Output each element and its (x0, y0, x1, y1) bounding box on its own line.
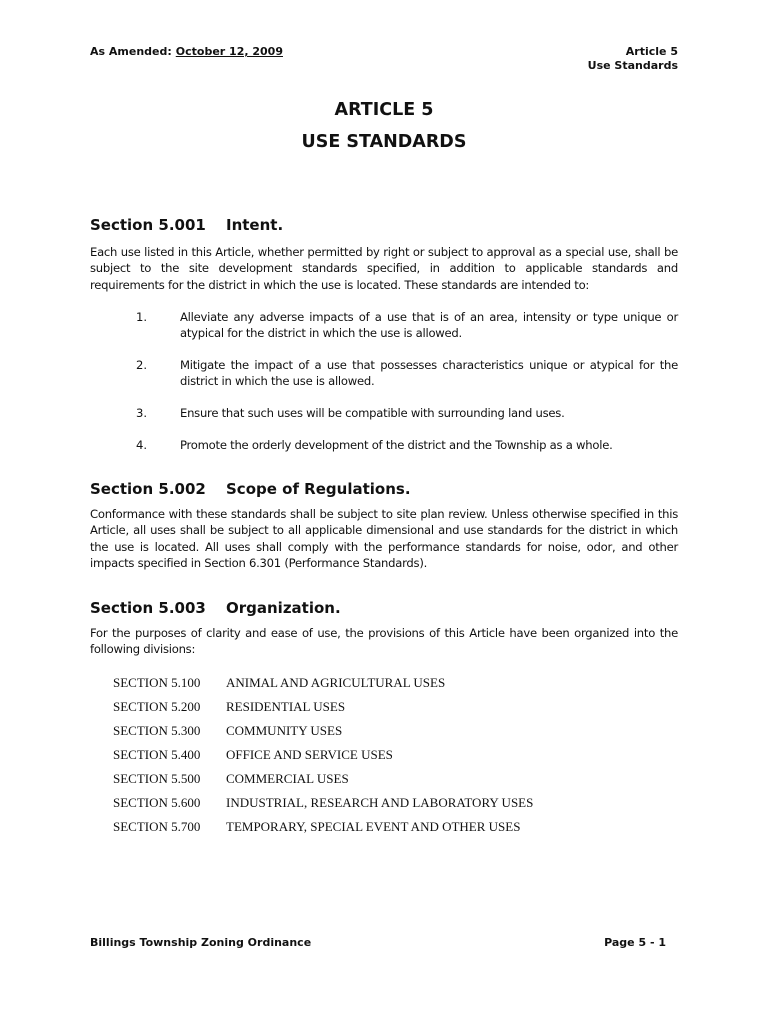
list-item-text: Ensure that such uses will be compatible with surrounding land uses. (180, 406, 565, 420)
division-row (113, 675, 445, 691)
section-number: Section 5.003 (90, 599, 206, 617)
section-number: Section 5.001 (90, 216, 206, 234)
list-item-number: 2. (136, 358, 148, 372)
division-name: RESIDENTIAL USES (226, 699, 346, 714)
division-row (113, 747, 393, 763)
section-body-5-002: Conformance with these standards shall be subject to site plan review. Unless otherwise specified in this Article, all uses shall be subject to all applicable dimensional and use standards for the district in which the use is located. All uses shall comply with the performance standards for noise, odor, and other impacts specified in Section 6.301 (Performance Standards). (90, 507, 678, 571)
division-number: SECTION 5.700 (113, 819, 201, 834)
section-title: Intent. (226, 216, 284, 234)
list-item-number: 4. (136, 438, 148, 452)
list-item-text: Promote the orderly development of the district and the Township as a whole. (180, 438, 613, 452)
division-row (113, 819, 520, 835)
amended-date: October 12, 2009 (175, 45, 283, 58)
section-body-5-001: Each use listed in this Article, whether permitted by right or subject to approval as a special use, shall be subject to the site development standards specified, in addition to applicable standards and requirements for the district in which the use is located. These standards are intended to: (90, 245, 678, 292)
list-item-text: Alleviate any adverse impacts of a use that is of an area, intensity or type unique or atypical for the district in which the use is allowed. (180, 310, 678, 341)
article-subject: Use Standards (587, 59, 678, 72)
division-name: ANIMAL AND AGRICULTURAL USES (226, 675, 446, 690)
list-item-text: Mitigate the impact of a use that possesses characteristics unique or atypical for the district in which the use is allowed. (180, 358, 678, 389)
division-number: SECTION 5.300 (113, 723, 201, 738)
amendment-header (90, 45, 283, 58)
division-name: COMMERCIAL USES (226, 771, 349, 786)
division-number: SECTION 5.100 (113, 675, 201, 690)
section-heading-5-002 (90, 480, 411, 498)
section-body-5-003: For the purposes of clarity and ease of use, the provisions of this Article have been organized into the following divisions: (90, 626, 678, 657)
division-row (113, 699, 345, 715)
section-title: Organization. (226, 599, 341, 617)
division-name: COMMUNITY USES (226, 723, 343, 738)
division-name: INDUSTRIAL, RESEARCH AND LABORATORY USES (226, 795, 534, 810)
division-row (113, 771, 349, 787)
division-name: TEMPORARY, SPECIAL EVENT AND OTHER USES (226, 819, 521, 834)
division-number: SECTION 5.500 (113, 771, 201, 786)
division-number: SECTION 5.200 (113, 699, 201, 714)
section-number: Section 5.002 (90, 480, 206, 498)
article-label: Article 5 (625, 45, 678, 58)
section-title: Scope of Regulations. (226, 480, 411, 498)
article-subtitle: USE STANDARDS (301, 132, 467, 152)
section-heading-5-001 (90, 216, 283, 234)
article-header (588, 45, 678, 73)
amended-label: As Amended: (90, 45, 172, 58)
page-number: Page 5 - 1 (604, 936, 666, 949)
division-name: OFFICE AND SERVICE USES (226, 747, 393, 762)
section-heading-5-003 (90, 599, 341, 617)
ordinance-footer: Billings Township Zoning Ordinance (90, 936, 312, 949)
list-item-number: 3. (136, 406, 148, 420)
division-row (113, 795, 533, 811)
division-row (113, 723, 342, 739)
division-number: SECTION 5.600 (113, 795, 201, 810)
division-number: SECTION 5.400 (113, 747, 201, 762)
article-title: ARTICLE 5 (334, 100, 434, 120)
list-item-number: 1. (136, 310, 148, 324)
